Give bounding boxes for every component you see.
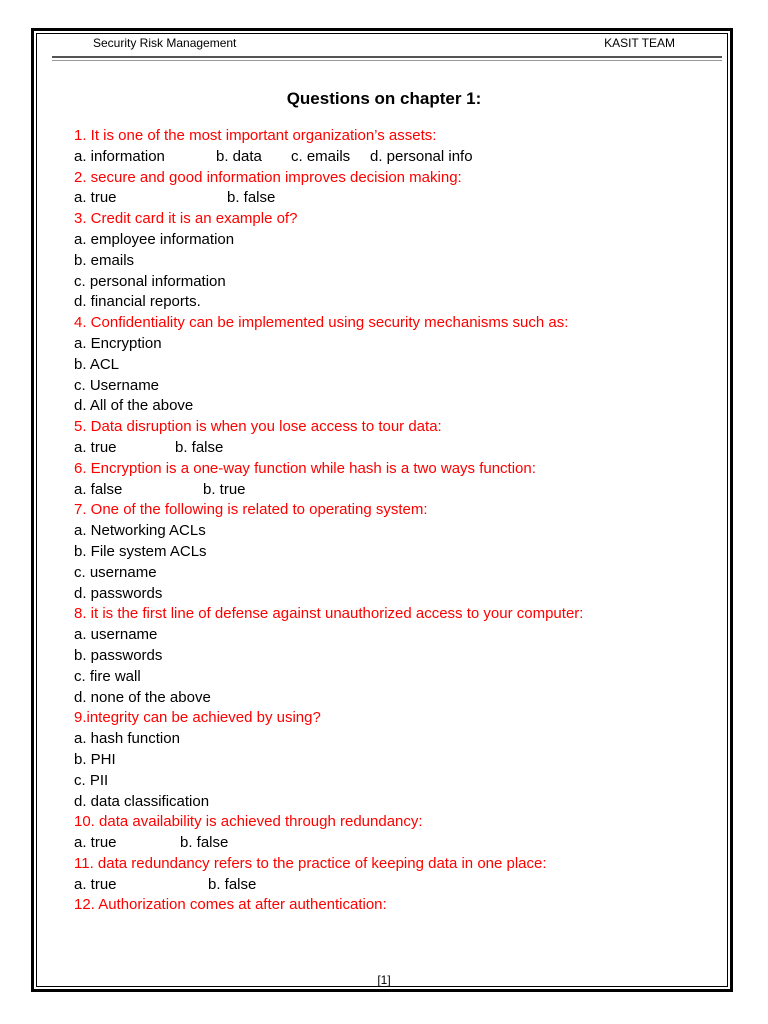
answer-option: a. information — [74, 147, 165, 165]
question-text: 10. data availability is achieved through redundancy: — [74, 813, 423, 831]
answer-option: c. fire wall — [74, 667, 141, 685]
header-course-name: Security Risk Management — [93, 36, 237, 50]
answer-option: b. data — [216, 147, 262, 165]
question-text: 1. It is one of the most important organization’s assets: — [74, 127, 437, 144]
answer-option: d. passwords — [74, 584, 163, 602]
page-number: [1] — [377, 973, 391, 987]
answer-option: d. none of the above — [74, 688, 211, 706]
answer-option: b. false — [180, 834, 229, 852]
answer-option: a. hash function — [74, 730, 180, 748]
answer-option: b. PHI — [74, 750, 116, 768]
answer-option: d. personal info — [370, 147, 473, 165]
header-rule-secondary — [52, 60, 722, 61]
answer-option: a. employee information — [74, 230, 235, 248]
answer-option: d. financial reports. — [74, 293, 201, 311]
answer-option: b. File system ACLs — [74, 542, 207, 560]
page-title: Questions on chapter 1: — [286, 89, 482, 108]
question-text: 3. Credit card it is an example of? — [74, 210, 298, 228]
answer-option: c. emails — [291, 147, 351, 165]
answer-option: b. emails — [74, 251, 135, 269]
answer-option: d. All of the above — [74, 397, 194, 415]
header-team-name: KASIT TEAM — [604, 36, 675, 50]
answer-option: b. false — [227, 189, 276, 207]
answer-option: a. Networking ACLs — [74, 522, 206, 540]
question-text: 8. it is the first line of defense against unauthorized access to your computer: — [74, 605, 584, 623]
answer-option: c. username — [74, 563, 157, 581]
answer-option: b. ACL — [74, 355, 120, 373]
answer-options-row — [74, 833, 714, 854]
answer-option: a. true — [74, 438, 117, 456]
answer-options-row — [74, 147, 714, 168]
question-text: 6. Encryption is a one-way function while hash is a two ways function: — [74, 459, 536, 477]
answer-option: a. false — [74, 480, 123, 498]
answer-option: c. PII — [74, 771, 109, 789]
answer-option: b. passwords — [74, 646, 163, 664]
answer-option: b. false — [175, 438, 224, 456]
answer-option: a. username — [74, 626, 158, 644]
answer-options-row — [74, 188, 714, 209]
answer-options-row — [74, 438, 714, 459]
question-text: 9.integrity can be achieved by using? — [74, 709, 321, 727]
answer-option: a. true — [74, 834, 117, 852]
question-text: 5. Data disruption is when you lose access to tour data: — [74, 418, 442, 436]
question-text: 2. secure and good information improves decision making: — [74, 168, 462, 186]
answer-options-row — [74, 875, 714, 896]
answer-option: a. true — [74, 189, 117, 207]
answer-option: c. personal information — [74, 272, 226, 290]
answer-option: c. Username — [74, 376, 160, 394]
question-text: 12. Authorization comes at after authentication: — [74, 896, 387, 914]
question-text: 11. data redundancy refers to the practice of keeping data in one place: — [74, 854, 547, 872]
question-text: 4. Confidentiality can be implemented using security mechanisms such as: — [74, 314, 569, 332]
answer-option: b. false — [208, 875, 257, 893]
header-rule — [52, 56, 722, 58]
answer-option: d. data classification — [74, 792, 210, 810]
answer-option: a. true — [74, 875, 117, 893]
answer-option: a. Encryption — [74, 334, 162, 352]
question-list — [74, 126, 714, 916]
answer-options-row — [74, 480, 714, 501]
question-text: 7. One of the following is related to operating system: — [74, 501, 428, 519]
answer-option: b. true — [203, 480, 246, 498]
